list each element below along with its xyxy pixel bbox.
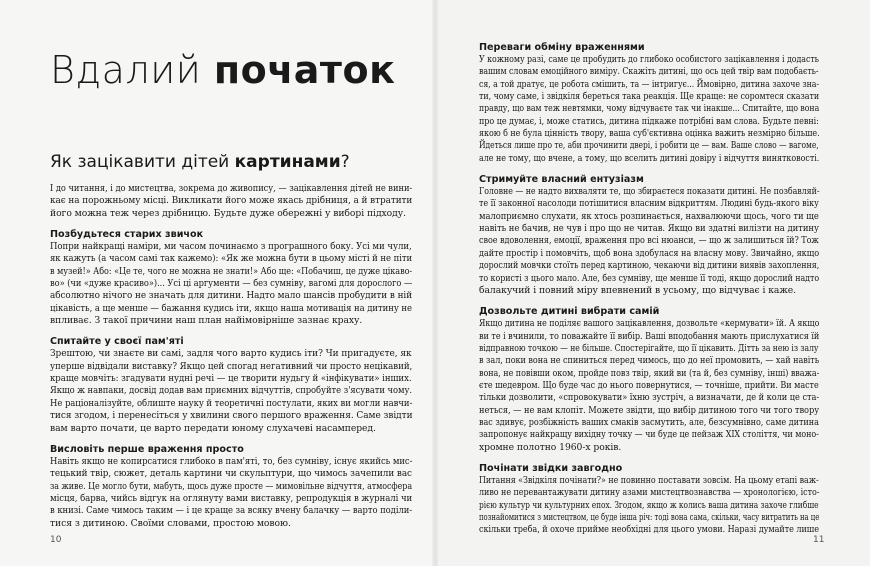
body-line: неться, — не вам клопіт. Можете звідти, що вибір дитиною того чи того твору bbox=[479, 404, 820, 416]
chapter-title-light: Вдалий bbox=[50, 48, 214, 92]
body-line: про це думає, і, може статись, дитина підкаже потрібні вам слова. Будьте певні: bbox=[479, 115, 819, 127]
subtitle-end: ? bbox=[340, 152, 350, 172]
chapter-title bbox=[50, 46, 420, 94]
section-first-impression bbox=[50, 444, 412, 530]
body-line: навіть не бачив, не чув і про що не читав. Якщо ви здатні вилізти на дитину bbox=[479, 223, 819, 235]
body-line: то користі з цього мало. Але, без сумніву, ще менше її тоді, якщо дорослий надто bbox=[479, 272, 820, 284]
body-line: Якщо ж навпаки, досвід додав вам приємних відчуттів, спробуйте з'ясувати чому. bbox=[50, 385, 412, 397]
body-line: запропонує найкращу вихідну точку — чи буде це пейзаж XIX століття, чи моно- bbox=[479, 429, 819, 441]
body-line: У кожному разі, саме це пробудить до глибоко особистого зацікавлення і додасть bbox=[479, 54, 819, 65]
page-number-right: 11 bbox=[813, 535, 825, 545]
body-line: познайомитися з мистецтвом, це буде інша річ: тоді вона сама, скільки, часу витратить на це bbox=[479, 512, 820, 523]
section-heading: Висловіть перше враження просто bbox=[50, 443, 244, 455]
subtitle-light: Як зацікавити дітей bbox=[50, 152, 235, 172]
body-line: во» (чи «дуже красиво»)... Усі ці аргументи — без сумніву, вагомі для дорослого — bbox=[50, 278, 413, 290]
intro-line: І до читання, і до мистецтва, зокрема до живопису, — зацікавлення дітей не вини- bbox=[50, 183, 413, 194]
body-line: ви те і вчинили, то поважайте її вибір. Ваші вподобання мають прислухатися їй bbox=[479, 330, 820, 342]
body-line: вашим словам емоційного виміру. Скажіть дитині, що ось цей твір вам подобаєть- bbox=[479, 66, 819, 78]
body-line: Зрештою, чи знаєте ви самі, задля чого варто кудись іти? Чи пригадуєте, як bbox=[50, 348, 412, 360]
body-line: Питання «Звідкіля почінати?» не повинно поставати зовсім. На цьому етапі важ- bbox=[479, 474, 819, 486]
section-heading: Позбудьтеся старих звичок bbox=[50, 229, 204, 241]
body-line: те її законної насолоди потішитися власним відкриттям. Людині будь-якого віку bbox=[479, 198, 819, 210]
body-line: місця, барва, чийсь відгук на оглянуту вами виставку, репродукція в журналі чи bbox=[50, 492, 413, 504]
intro-paragraph bbox=[50, 183, 412, 220]
body-line: ти, чому саме, і звідкіля береться така реакція. Ще краще: не соромтеся сказати bbox=[479, 91, 820, 103]
body-line: вона, не повівши оком, пройде повз твір, який ви (та й, без сумніву, інші) вважа- bbox=[479, 367, 820, 379]
body-line: Не раціоналізуйте, облиште науку й теоретичні постулати, яких ви могли навчи- bbox=[50, 397, 413, 409]
body-line: тецький твір, сюжет, деталь картини чи скульптури, що чимось зачепили вас bbox=[50, 468, 412, 480]
body-line: відправною точкою — не більше. Спостерігайте, що її цікавить. Дітть за нею із залу bbox=[479, 342, 819, 354]
section-ask-memory bbox=[50, 336, 412, 434]
body-line: Попри найкращі наміри, ми часом починаємо з програшного боку. Усі ми чули, bbox=[50, 241, 412, 253]
body-line: краще мовчіть: згадувати нудні речі — це творити нудьгу й «інфікувати» інших. bbox=[50, 373, 412, 385]
body-line: дорослий мовчки стоїть перед картиною, чекаючи від дитини виявів захоплення, bbox=[479, 260, 820, 272]
body-line: уперше відвідали виставку? Якщо цей спогад негативний чи просто нецікавий, bbox=[50, 360, 413, 372]
book-gutter bbox=[432, 0, 438, 566]
body-line: вас здивує, розбіжність ваших смаків засмутить, але, безсумнівно, саме дитина bbox=[479, 416, 819, 428]
body-line: цікавість, а ще менше — бажання кудись іти, якщо наша мотивація на дитину не bbox=[50, 302, 412, 314]
section-heading: Стримуйте власний ентузіазм bbox=[479, 174, 644, 186]
body-line: дайте простір і помовчіть, щоб вона здобулася на власну мову. Звичайно, якщо bbox=[479, 247, 820, 259]
body-line: балакучий і повний міру впевнений в усьому, що відчуває і каже. bbox=[479, 284, 797, 296]
section-heading: Почінати звідки завгодно bbox=[479, 462, 623, 474]
section-old-habits bbox=[50, 229, 412, 327]
body-line: в книзі. Саме чимось таким — і це краще за всяку вчену балачку — варто поділи- bbox=[50, 505, 413, 517]
body-line: тися з дитиною. Своїми словами, простою мовою. bbox=[50, 517, 291, 529]
body-line: вам варто почати, це варто передати юному слухачеві насамперед. bbox=[50, 422, 376, 434]
section-let-child-choose bbox=[479, 306, 819, 454]
body-line: єте шедевром. Що буде час до нього повернутися, — точніше, прийти. Ви масте bbox=[479, 379, 819, 391]
body-line: в музей!» Або: «Це те, чого не можна не знати!» Або ще: «Побачиш, це дуже цікаво- bbox=[50, 265, 413, 277]
body-line: але не тому, що вчене, а тому, що вселить дитині довіру і відчуття винятковості. bbox=[479, 152, 820, 164]
right-text-column bbox=[479, 42, 819, 537]
body-line: ся, а той дратує, це робота смішить, та — інтригує... Ймовірно, дитина захоче зна- bbox=[479, 78, 820, 90]
body-line: в зал, поки вона не спиниться перед чимось, що до неї промовить, — хай навіть bbox=[479, 355, 820, 367]
left-text-column bbox=[50, 183, 412, 530]
body-line: Головне — не надто вихваляти те, що збираєтеся показати дитині. Не позбавляй- bbox=[479, 186, 820, 198]
body-line: ливо не перевантажувати дитину азами мистецтвознавства — хронологією, істо- bbox=[479, 487, 820, 499]
section-heading: Спитайте у своєї пам'яті bbox=[50, 336, 184, 348]
body-line: як кажуть (а часом самі так кажемо): «Як же можна бути в цьому місті й не піти bbox=[50, 253, 413, 265]
section-heading: Дозвольте дитині вибрати самій bbox=[479, 306, 660, 318]
page-number-left: 10 bbox=[50, 535, 62, 545]
body-line: впливає. З такої причини наш план найімовірніше зазнає краху. bbox=[50, 315, 363, 327]
subtitle-bold: картинами bbox=[234, 152, 341, 172]
intro-line: його можна теж через дрібницю. Будьте дуже обережні у виборі підходу. bbox=[50, 207, 406, 219]
section-restrain-enthusiasm bbox=[479, 174, 819, 297]
body-line: правду, що вам теж невтямки, чому відчуваєте так чи інакше... Спитайте, що вона bbox=[479, 103, 820, 115]
section-sharing-impressions bbox=[479, 42, 819, 165]
body-line: Йдеться лише про те, аби прочинити двері, і робити це — вам. Ваше слово — вагоме, bbox=[479, 140, 819, 152]
body-line: абсолютно нічого не значать для дитини. Надто мало шансів пробудити в ній bbox=[50, 290, 413, 302]
body-line: малоприємно слухати, як хтось розпинається, нахвалюючи щось, чого ти ще bbox=[479, 210, 819, 222]
body-line: тільки дозволити, «спровокувати» їхню зустріч, а визначати, де й коли це ста- bbox=[479, 392, 820, 404]
chapter-title-bold: початок bbox=[213, 48, 396, 92]
body-line: Якщо дитина не поділяє вашого зацікавлення, дозвольте «кермувати» їй. А якщо bbox=[479, 318, 820, 330]
body-line: за живе. Це могло бути, мабуть, щось дуже просте — мимовільне відчуття, атмосфера bbox=[50, 480, 413, 492]
body-line: рією культур чи культурних епох. Згодом, якщо ж колись ваша дитина захоче глибше bbox=[479, 499, 819, 511]
body-line: свое вдоволення, емоції, враження про всі нюанси, — що ж залишиться їй? Тож bbox=[479, 235, 819, 247]
body-line: Навіть якщо не копирсатися глибоко в пам'яті, то, без сумніву, існує якийсь мис- bbox=[50, 455, 413, 467]
intro-line: кає на порожньому місці. Викликати його може якась дрібниця, а й втратити bbox=[50, 195, 413, 207]
section-start-anywhere bbox=[479, 463, 819, 537]
body-line: скільки треба, й охоче прийме необхідні для цього умови. Наразі думайте лише bbox=[479, 524, 820, 536]
section-heading: Переваги обміну враженнями bbox=[479, 42, 645, 53]
body-line: якою б не була цінність твору, ваша суб'єктивна оцінка важить незмірно більше. bbox=[479, 128, 820, 140]
body-line: хромне полотно 1960-х років. bbox=[479, 441, 622, 453]
chapter-subtitle bbox=[50, 151, 420, 173]
body-line: тися згодом, і перенесіться у хвилини свого першого враження. Саме звідти bbox=[50, 410, 413, 422]
